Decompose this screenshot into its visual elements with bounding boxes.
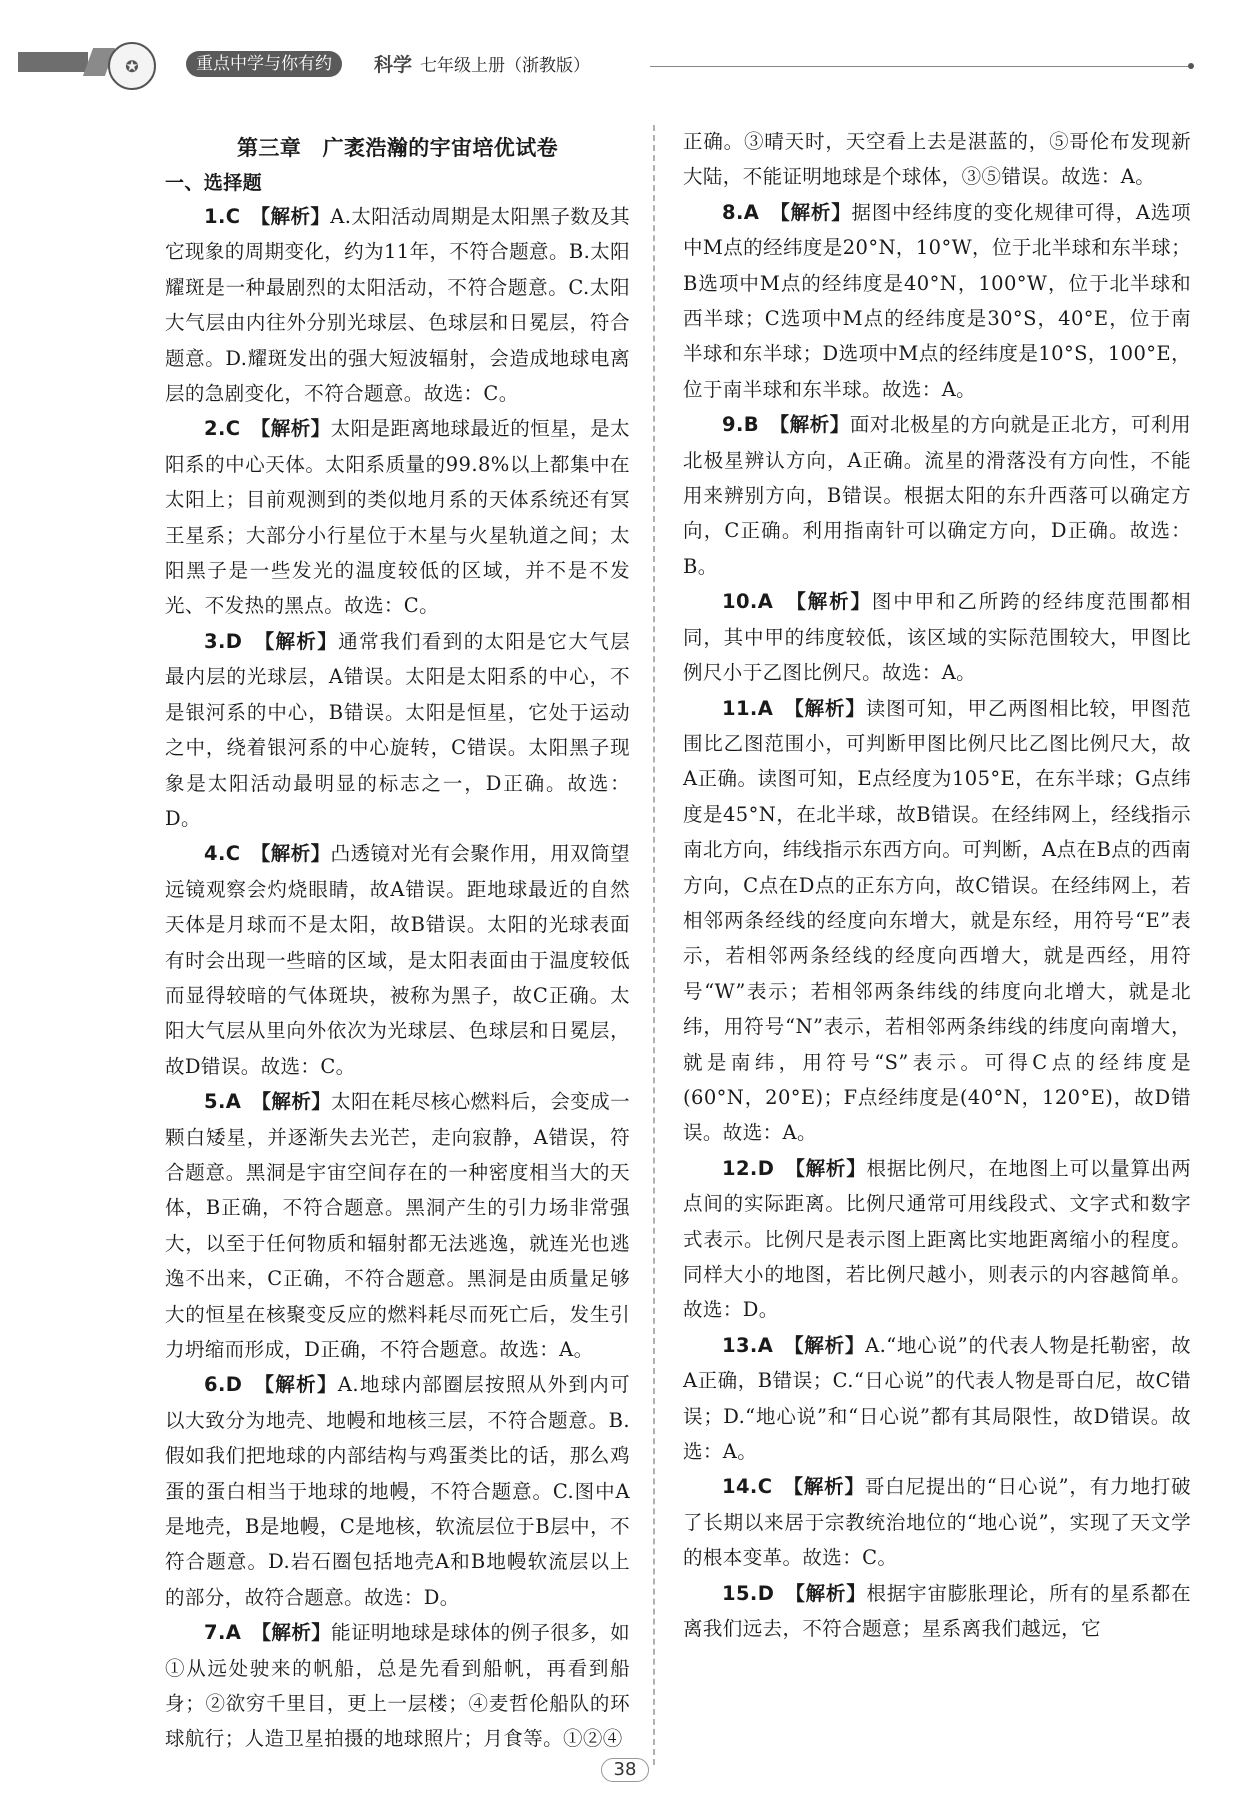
series-title: 重点中学与你有约 [186,51,342,77]
answer-item: 7.A 【解析】能证明地球是球体的例子很多，如①从远处驶来的帆船，总是先看到船帆，再看到船身；②欲穷千里目，更上一层楼；④麦哲伦船队的环球航行；人造卫星拍摄的地球照片；月食等。①②④ [165,1621,630,1751]
answer-item: 8.A 【解析】据图中经纬度的变化规律可得，A选项中M点的经纬度是20°N，10°W，位于北半球和东半球；B选项中M点的经纬度是40°N，100°W，位于北半球和西半球；C选项中M点的经纬度是30°S，40°E，位于南半球和东半球；D选项中M点的经纬度是10°S，100°E，位于南半球和东半球。故选：A。 [683,200,1191,401]
answer-item: 15.D 【解析】根据宇宙膨胀理论，所有的星系都在离我们远去，不符合题意；星系离我们越远，它 [683,1581,1191,1641]
page-number: 38 [601,1756,649,1784]
right-column [683,124,1191,1646]
left-column [165,125,630,1757]
section-heading: 一、选择题 [165,172,263,194]
answer-item: 1.C 【解析】A.太阳活动周期是太阳黑子数及其它现象的周期变化，约为11年，不符合题意。B.太阳耀斑是一种最剧烈的太阳活动，不符合题意。C.太阳大气层由内往外分别光球层、色球层和日冕层，符合题意。D.耀斑发出的强大短波辐射，会造成地球电离层的急剧变化，不符合题意。故选：C。 [165,205,630,406]
header-rule [650,66,1190,67]
answer-item: 2.C 【解析】太阳是距离地球最近的恒星，是太阳系的中心天体。太阳系质量的99.8%以上都集中在太阳上；目前观测到的类似地月系的天体系统还有冥王星系；大部分小行星位于木星与火星轨道之间；太阳黑子是一些发光的温度较低的区域，并不是不发光、不发热的黑点。故选：C。 [165,417,630,618]
grade-label: 七年级上册（浙教版） [420,56,590,76]
answer-item: 4.C 【解析】凸透镜对光有会聚作用，用双筒望远镜观察会灼烧眼睛，故A错误。距地球最近的自然天体是月球而不是太阳，故B错误。太阳的光球表面有时会出现一些暗的区域，是太阳表面由于温度较低而显得较暗的气体斑块，被称为黑子，故C正确。太阳大气层从里向外依次为光球层、色球层和日冕层，故D错误。故选：C。 [165,842,630,1078]
answer-item: 13.A 【解析】A.“地心说”的代表人物是托勒密，故A正确，B错误；C.“日心说”的代表人物是哥白尼，故C错误；D.“地心说”和“日心说”都有其局限性，故D错误。故选：A。 [683,1333,1191,1464]
answer-item: 6.D 【解析】A.地球内部圈层按照从外到内可以大致分为地壳、地幔和地核三层，不符合题意。B.假如我们把地球的内部结构与鸡蛋类比的话，那么鸡蛋的蛋白相当于地球的地幔，不符合题意。C.图中A是地壳，B是地幔，C是地核，软流层位于B层中，不符合题意。D.岩石圈包括地壳A和B地幔软流层以上的部分，故符合题意。故选：D。 [165,1373,630,1609]
answer-item: 3.D 【解析】通常我们看到的太阳是它大气层最内层的光球层，A错误。太阳是太阳系的中心，不是银河系的中心，B错误。太阳是恒星，它处于运动之中，绕着银河系的中心旋转，C错误。太阳黑子现象是太阳活动最明显的标志之一，D正确。故选：D。 [165,629,630,830]
school-seal-icon: ✪ [108,42,156,90]
header-decor-bar [18,52,88,72]
answer-item: 10.A 【解析】图中甲和乙所跨的经纬度范围都相同，其中甲的纬度较低，该区域的实际范围较大，甲图比例尺小于乙图比例尺。故选：A。 [683,590,1191,685]
subject-label: 科学 [374,54,413,76]
answer-item: 14.C 【解析】哥白尼提出的“日心说”，有力地打破了长期以来居于宗教统治地位的“地心说”，实现了天文学的根本变革。故选：C。 [683,1475,1191,1570]
answer-item: 12.D 【解析】根据比例尺，在地图上可以量算出两点间的实际距离。比例尺通常可用线段式、文字式和数字式表示。比例尺是表示图上距离比实地距离缩小的程度。同样大小的地图，若比例尺越小，则表示的内容越简单。故选：D。 [683,1156,1191,1322]
page-header [0,38,1250,98]
column-divider [653,125,655,1765]
answer-item: 11.A 【解析】读图可知，甲乙两图相比较，甲图范围比乙图范围小，可判断甲图比例尺比乙图比例尺大，故A正确。读图可知，E点经度为105°E，在东半球；G点纬度是45°N，在北半球，故B错误。在经纬网上，经线指示南北方向，纬线指示东西方向。可判断，A点在B点的西南方向，C点在D点的正东方向，故C错误。在经纬网上，若相邻两条经线的经度向东增大，就是东经，用符号“E”表示，若相邻两条经线的经度向西增大，就是西经，用符号“W”表示；若相邻两条纬线的纬度向北增大，就是北纬，用符号“N”表示，若相邻两条纬线的纬度向南增大，就是南纬，用符号“S”表示。可得C点的经纬度是(60°N，20°E)；F点经纬度是(40°N，120°E)，故D错误。故选：A。 [683,696,1191,1145]
answer-item: 5.A 【解析】太阳在耗尽核心燃料后，会变成一颗白矮星，并逐渐失去光芒，走向寂静，A错误，符合题意。黑洞是宇宙空间存在的一种密度相当大的天体，B正确，不符合题意。黑洞产生的引力场非常强大，以至于任何物质和辐射都无法逃逸，就连光也逃逸不出来，C正确，不符合题意。黑洞是由质量足够大的恒星在核聚变反应的燃料耗尽而死亡后，发生引力坍缩而形成，D正确，不符合题意。故选：A。 [165,1090,630,1361]
continued-text: 正确。③晴天时，天空看上去是湛蓝的，⑤哥伦布发现新大陆，不能证明地球是个球体，③⑤错误。故选：A。 [683,130,1191,189]
answer-item: 9.B 【解析】面对北极星的方向就是正北方，可利用北极星辨认方向，A正确。流星的滑落没有方向性，不能用来辨别方向，B错误。根据太阳的东升西落可以确定方向，C正确。利用指南针可以确定方向，D正确。故选：B。 [683,413,1191,578]
chapter-title: 第三章 广袤浩瀚的宇宙培优试卷 [237,135,558,160]
header-rule-dot [1188,63,1194,69]
